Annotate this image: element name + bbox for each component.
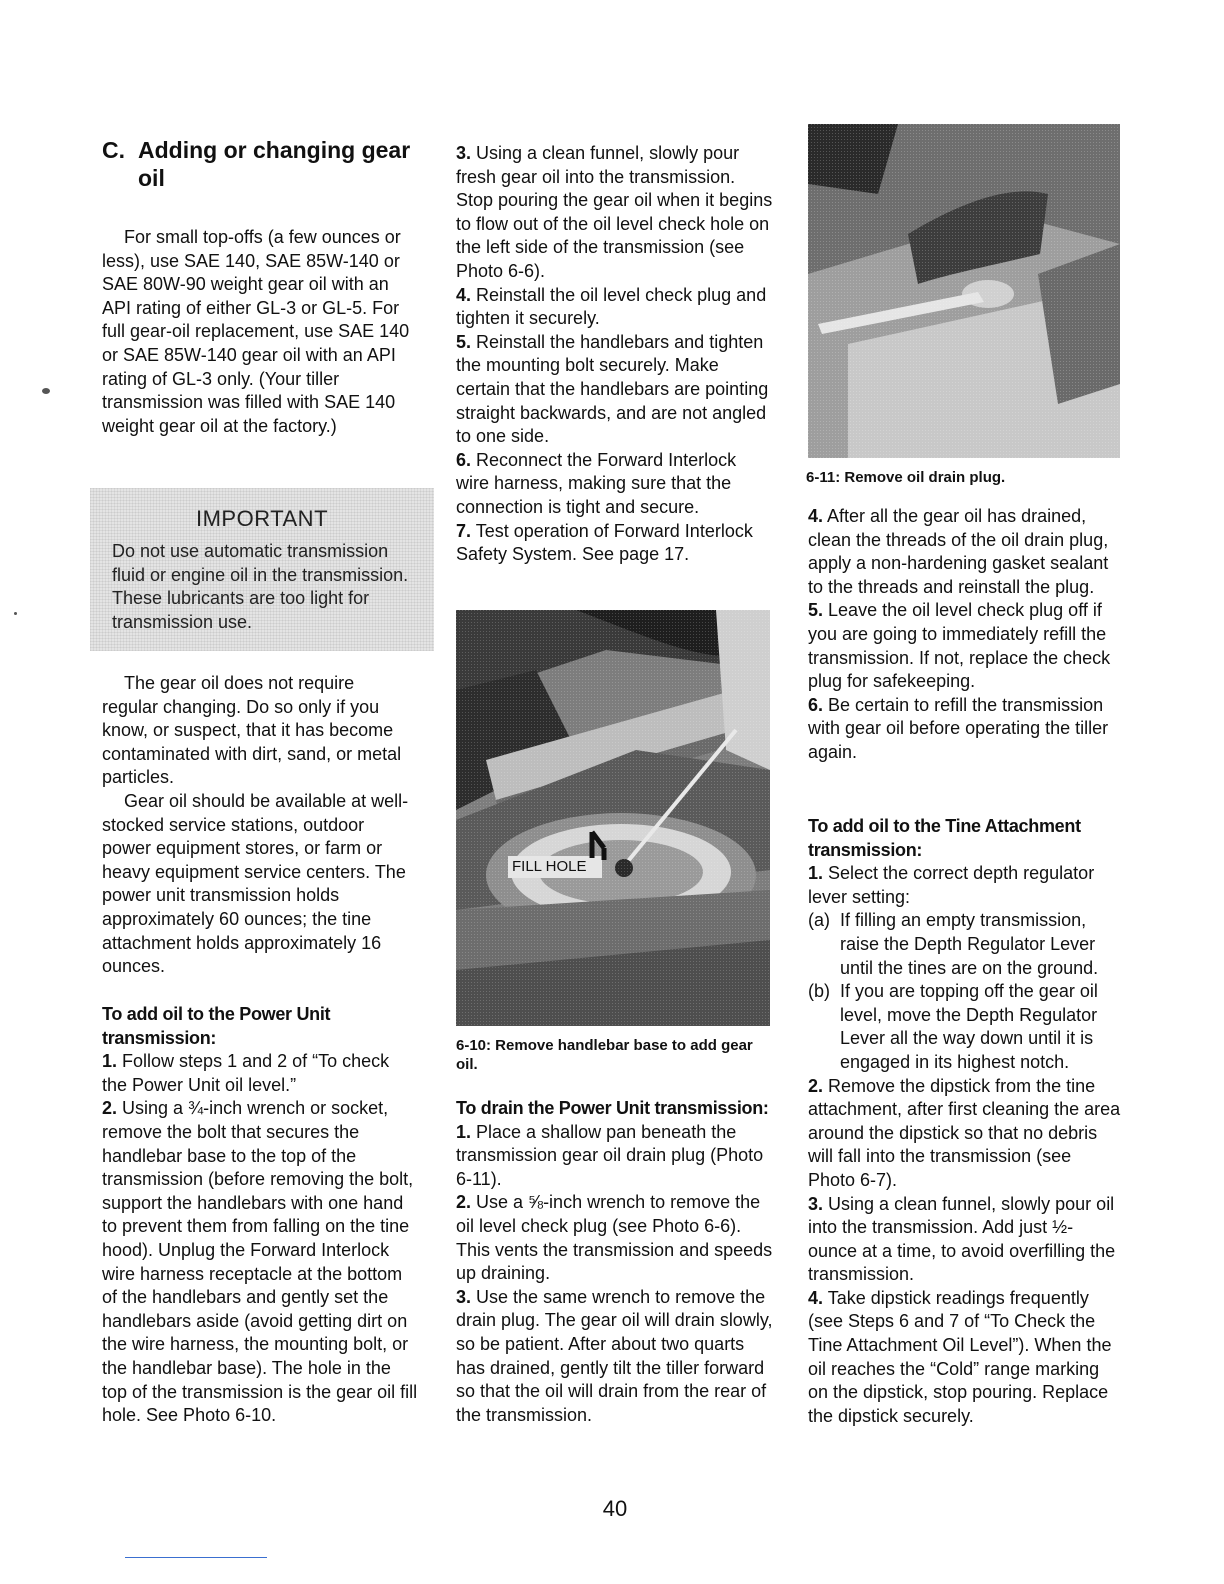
photo-6-10-caption: 6-10: Remove handlebar base to add gear oil. bbox=[456, 1037, 753, 1073]
step-number: 6. bbox=[808, 694, 824, 715]
tine-add-step-4 bbox=[808, 1287, 1122, 1429]
step-number: 4. bbox=[808, 1287, 824, 1308]
tine-add-step-3 bbox=[808, 1193, 1122, 1287]
power-unit-add-continued bbox=[456, 142, 774, 567]
step-number: 2. bbox=[456, 1192, 472, 1213]
step-text: Reinstall the oil level check plug and tighten it securely. bbox=[456, 284, 767, 329]
step-text: Place a shallow pan beneath the transmission gear oil drain plug (Photo 6-11). bbox=[456, 1121, 764, 1189]
step-number: 5. bbox=[808, 600, 824, 621]
step-text: Using a ¾-inch wrench or socket, remove the bolt that secures the handlebar base to the top of the transmission (before removing the bolt, support the handlebars with one hand to prevent them from falling on the tine hood). Unplug the Forward Interlock wire harness receptacle at the bottom of the handlebars and gently set the handlebars aside (avoid getting dirt on the wire harness, the mounting bolt, or the handlebar base). The hole in the top of the transmission is the gear oil fill hole. See Photo 6-10. bbox=[102, 1098, 418, 1426]
step-text: Using a clean funnel, slowly pour fresh gear oil into the transmission. Stop pouring the gear oil when it begins to flow out of the oil level check hole on the left side of the transmission (see Photo 6-6). bbox=[456, 143, 773, 281]
drain-section bbox=[456, 1097, 774, 1427]
power-unit-add-step-1 bbox=[102, 1050, 418, 1097]
power-unit-add-step-2 bbox=[102, 1097, 418, 1427]
step-number: 4. bbox=[456, 284, 472, 305]
step-number: 4. bbox=[808, 506, 824, 526]
step-text: Reinstall the handlebars and tighten the mounting bolt securely. Make certain that the handlebars are pointing straight backwards, and are not angled to one side. bbox=[456, 331, 769, 447]
step-text: Reconnect the Forward Interlock wire harness, making sure that the connection is tight and secure. bbox=[456, 449, 737, 517]
drain-step-5 bbox=[808, 599, 1122, 693]
important-notice bbox=[90, 488, 434, 651]
fill-hole-label: FILL HOLE bbox=[512, 858, 587, 875]
step-number: 3. bbox=[456, 1286, 472, 1307]
step-text: Be certain to refill the transmission with gear oil before operating the tiller again. bbox=[808, 694, 1109, 762]
tine-add-heading: To add oil to the Tine Attachment transmission: bbox=[808, 816, 1081, 860]
drain-heading: To drain the Power Unit transmission: bbox=[456, 1098, 769, 1118]
body-paragraph-1: The gear oil does not require regular changing. Do so only if you know, or suspect, that it has become contaminated with dirt, sand, or metal particles. bbox=[102, 673, 402, 788]
scan-speck bbox=[42, 388, 50, 394]
tine-add-step-2 bbox=[808, 1075, 1122, 1193]
tine-add-step-1 bbox=[808, 862, 1122, 909]
step-number: 2. bbox=[102, 1098, 118, 1119]
photo-6-10 bbox=[456, 610, 770, 1026]
substep-label: (a) bbox=[808, 910, 830, 931]
important-title: IMPORTANT bbox=[195, 506, 329, 531]
body-text-block bbox=[102, 672, 414, 979]
drain-step-2 bbox=[456, 1191, 774, 1285]
step-number: 1. bbox=[456, 1121, 472, 1142]
section-title bbox=[102, 136, 422, 192]
step-text: Test operation of Forward Interlock Safety System. See page 17. bbox=[456, 520, 753, 565]
step-text: Use the same wrench to remove the drain plug. The gear oil will drain slowly, so be patient. After about two quarts has drained, gently tilt the tiller forward so that the oil will drain from the rear of the transmission. bbox=[456, 1286, 773, 1425]
power-unit-add-step-7 bbox=[456, 520, 774, 567]
photo-6-11-image bbox=[808, 124, 1120, 458]
scan-speck bbox=[14, 612, 17, 615]
drain-step-3 bbox=[456, 1286, 774, 1428]
step-text: Follow steps 1 and 2 of “To check the Power Unit oil level.” bbox=[102, 1051, 390, 1095]
substep-text: If you are topping off the gear oil level, move the Depth Regulator Lever all the way down until it is engaged in its highest notch. bbox=[840, 981, 1098, 1072]
step-number: 3. bbox=[808, 1193, 824, 1214]
power-unit-add-step-3 bbox=[456, 142, 774, 284]
step-number: 1. bbox=[808, 863, 824, 884]
drain-step-6 bbox=[808, 694, 1122, 765]
power-unit-add-heading: To add oil to the Power Unit transmission: bbox=[102, 1004, 331, 1048]
important-text: Do not use automatic transmission fluid or engine oil in the transmission. These lubricants are too light for transmission use. bbox=[112, 541, 409, 632]
substep-label: (b) bbox=[808, 981, 830, 1002]
step-number: 1. bbox=[102, 1051, 118, 1072]
photo-6-11-caption: 6-11: Remove oil drain plug. bbox=[806, 469, 1006, 486]
step-text: Leave the oil level check plug off if you are going to immediately refill the transmission. If not, replace the check plug for safekeeping. bbox=[808, 600, 1111, 692]
substep-text: If filling an empty transmission, raise the Depth Regulator Lever until the tines are on the ground. bbox=[840, 910, 1099, 978]
photo-6-11 bbox=[808, 124, 1120, 458]
drain-section-continued bbox=[808, 505, 1122, 765]
power-unit-add-step-4 bbox=[456, 284, 774, 331]
section-title-line1: Adding or changing gear bbox=[138, 137, 411, 163]
step-number: 3. bbox=[456, 143, 472, 163]
step-text: Using a clean funnel, slowly pour oil into the transmission. Add just ½-ounce at a time, to avoid overfilling the transmission. bbox=[808, 1193, 1116, 1285]
power-unit-add-step-6 bbox=[456, 449, 774, 520]
intro-paragraph: For small top-offs (a few ounces or less), use SAE 140, SAE 85W-140 or SAE 80W-90 weight gear oil with an API rating of either GL-3 or GL-5. For full gear-oil replacement, use SAE 140 or SAE 85W-140 gear oil with an API rating of GL-3 only. (Your tiller transmission was filled with SAE 140 weight gear oil at the factory.) bbox=[102, 227, 410, 436]
step-number: 6. bbox=[456, 449, 472, 470]
step-number: 7. bbox=[456, 520, 472, 541]
step-text: Select the correct depth regulator lever setting: bbox=[808, 863, 1095, 907]
step-number: 5. bbox=[456, 331, 472, 352]
step-text: After all the gear oil has drained, clean the threads of the oil drain plug, apply a non-hardening gasket sealant to the threads and reinstall the plug. bbox=[808, 506, 1109, 597]
tine-add-section bbox=[808, 815, 1122, 1428]
photo-6-10-image bbox=[456, 610, 770, 1026]
power-unit-add-section bbox=[102, 1003, 418, 1428]
tine-add-substep-a bbox=[808, 909, 1122, 980]
step-number: 2. bbox=[808, 1075, 824, 1096]
bottom-rule bbox=[125, 1557, 267, 1558]
body-paragraph-2: Gear oil should be available at well-stocked service stations, outdoor power equipment stores, or farm or heavy equipment service centers. The power unit transmission holds approximately 60 ounces; the tine attachment holds approximately 16 ounces. bbox=[102, 790, 409, 977]
tine-add-substep-b bbox=[808, 980, 1122, 1074]
step-text: Remove the dipstick from the tine attachment, after first cleaning the area around the dipstick so that no debris will fall into the transmission (see Photo 6-7). bbox=[808, 1075, 1121, 1190]
step-text: Take dipstick readings frequently (see Steps 6 and 7 of “To Check the Tine Attachment Oil Level”). When the oil reaches the “Cold” range marking on the dipstick, stop pouring. Replace the dipstick securely. bbox=[808, 1287, 1112, 1426]
drain-step-1 bbox=[456, 1121, 774, 1192]
page-number: 40 bbox=[602, 1496, 628, 1521]
drain-step-4 bbox=[808, 505, 1122, 599]
section-letter: C. bbox=[102, 137, 125, 163]
power-unit-add-step-5 bbox=[456, 331, 774, 449]
section-title-line2: oil bbox=[138, 165, 165, 191]
step-text: Use a ⅝-inch wrench to remove the oil level check plug (see Photo 6-6). This vents the transmission and speeds up draining. bbox=[456, 1192, 773, 1284]
